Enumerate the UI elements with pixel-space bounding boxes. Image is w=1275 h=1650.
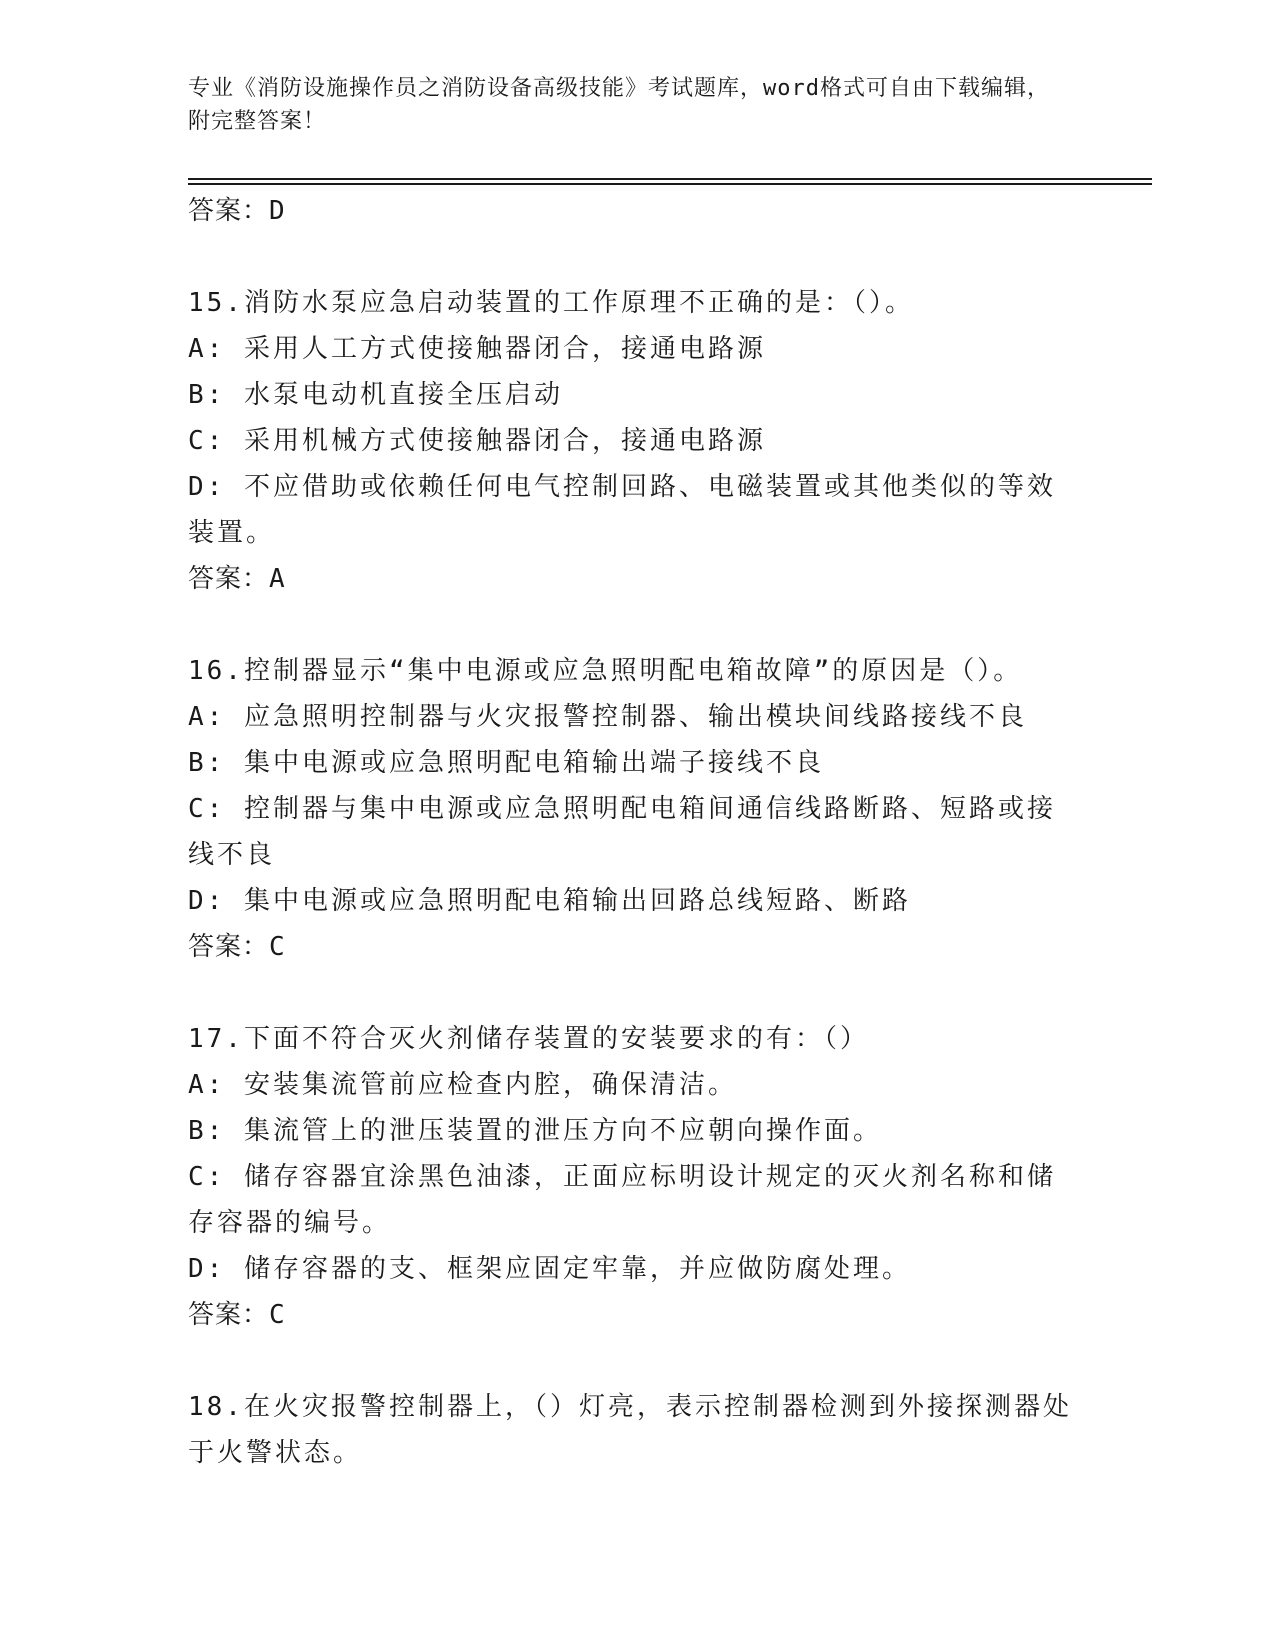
- option-b: B: 集流管上的泄压装置的泄压方向不应朝向操作面。: [188, 1116, 882, 1146]
- option-a: A: 采用人工方式使接触器闭合，接通电路源: [188, 334, 766, 364]
- question-18: [188, 1384, 1078, 1476]
- option-b: B: 集中电源或应急照明配电箱输出端子接线不良: [188, 748, 824, 778]
- question-15: [188, 280, 1078, 602]
- question-stem: 17.下面不符合灭火剂储存装置的安装要求的有：（）: [188, 1024, 869, 1054]
- option-b: B: 水泵电动机直接全压启动: [188, 380, 563, 410]
- answer: 答案：A: [188, 564, 286, 594]
- option-c: C: 控制器与集中电源或应急照明配电箱间通信线路断路、短路或接线不良: [188, 794, 1056, 870]
- previous-answer: 答案：D: [188, 196, 286, 226]
- question-stem: 15.消防水泵应急启动装置的工作原理不正确的是：（）。: [188, 288, 914, 318]
- option-a: A: 安装集流管前应检查内腔，确保清洁。: [188, 1070, 737, 1100]
- option-d: D: 集中电源或应急照明配电箱输出回路总线短路、断路: [188, 886, 911, 916]
- question-stem: 18.在火灾报警控制器上，（）灯亮，表示控制器检测到外接探测器处于火警状态。: [188, 1392, 1072, 1468]
- answer: 答案：C: [188, 932, 286, 962]
- option-a: A: 应急照明控制器与火灾报警控制器、输出模块间线路接线不良: [188, 702, 1027, 732]
- header-rule-top: [188, 178, 1152, 180]
- question-list: [188, 188, 1078, 1476]
- header-rule-bottom: [188, 183, 1152, 185]
- question-17: [188, 1016, 1078, 1338]
- option-d: D: 不应借助或依赖任何电气控制回路、电磁装置或其他类似的等效装置。: [188, 472, 1056, 548]
- option-c: C: 储存容器宜涂黑色油漆，正面应标明设计规定的灭火剂名称和储存容器的编号。: [188, 1162, 1056, 1238]
- question-stem: 16.控制器显示“集中电源或应急照明配电箱故障”的原因是（）。: [188, 656, 1023, 686]
- option-c: C: 采用机械方式使接触器闭合，接通电路源: [188, 426, 766, 456]
- question-16: [188, 648, 1078, 970]
- header-note: 专业《消防设施操作员之消防设备高级技能》考试题库，word格式可自由下载编辑，附完整答案！: [188, 76, 1050, 134]
- option-d: D: 储存容器的支、框架应固定牢靠，并应做防腐处理。: [188, 1254, 911, 1284]
- answer: 答案：C: [188, 1300, 286, 1330]
